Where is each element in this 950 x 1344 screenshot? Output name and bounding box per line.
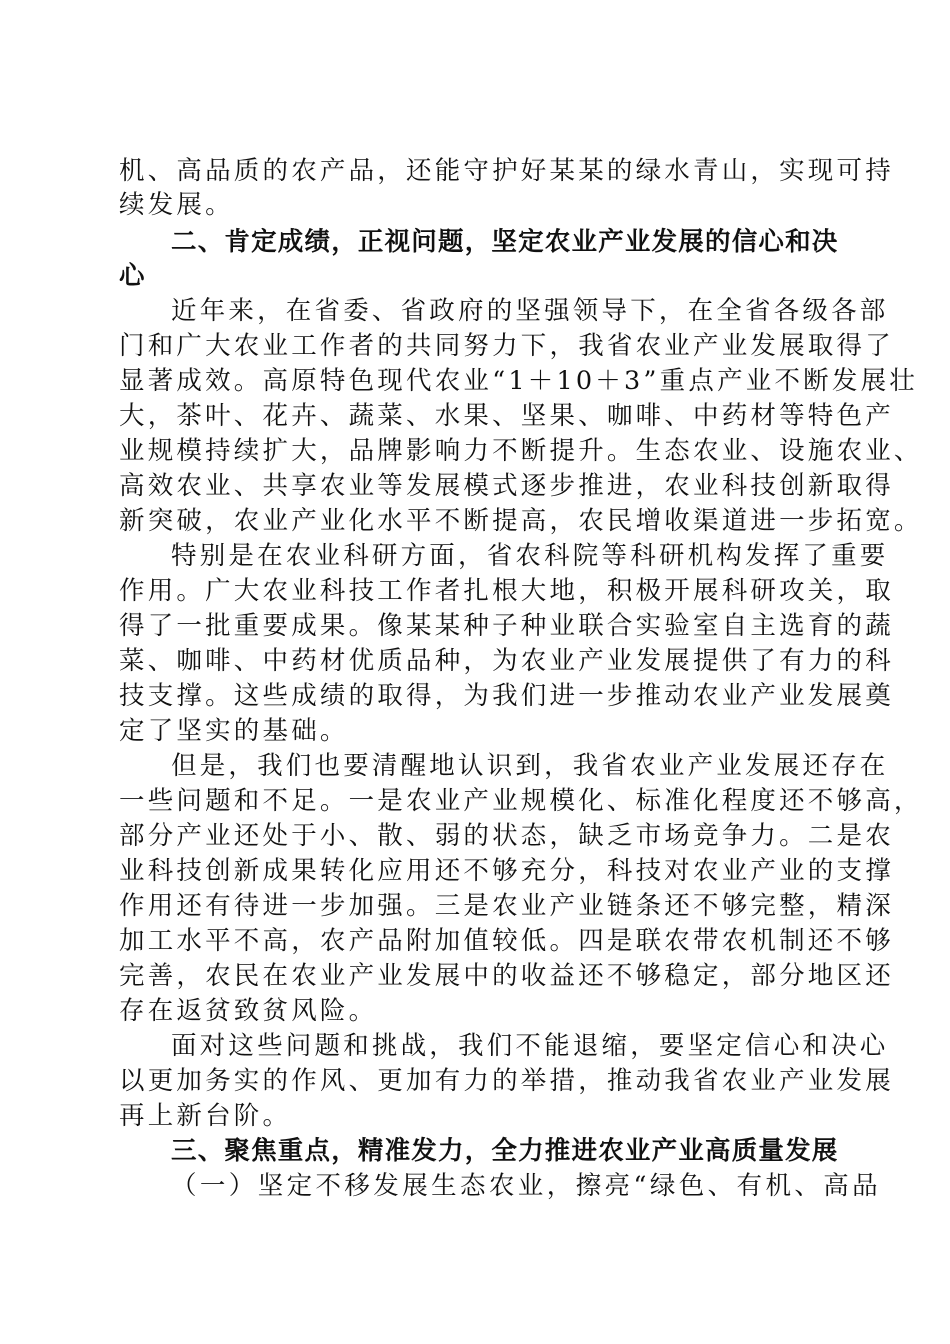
paragraph-line: 显著成效。高原特色现代农业“1＋10＋3”重点产业不断发展壮 (119, 366, 918, 396)
paragraph-line: 完善，农民在农业产业发展中的收益还不够稳定，部分地区还 (119, 961, 894, 991)
paragraph-line: 业科技创新成果转化应用还不够充分，科技对农业产业的支撑 (119, 856, 894, 886)
section-heading-3: 三、聚焦重点，精准发力，全力推进农业产业高质量发展 (171, 1136, 839, 1166)
paragraph-line: 作用还有待进一步加强。三是农业产业链条还不够完整，精深 (119, 891, 894, 921)
paragraph-line: 加工水平不高，农产品附加值较低。四是联农带农机制还不够 (119, 926, 894, 956)
paragraph-line: 再上新台阶。 (119, 1101, 292, 1131)
body-text-line: 机、高品质的农产品，还能守护好某某的绿水青山，实现可持 (119, 156, 894, 186)
subsection-heading-1: （一）坚定不移发展生态农业，擦亮“绿色、有机、高品 (171, 1171, 882, 1201)
paragraph-line: 高效农业、共享农业等发展模式逐步推进，农业科技创新取得 (119, 471, 894, 501)
paragraph-line: 门和广大农业工作者的共同努力下，我省农业产业发展取得了 (119, 331, 894, 361)
paragraph-line: 菜、咖啡、中药材优质品种，为农业产业发展提供了有力的科 (119, 646, 894, 676)
paragraph-line: 一些问题和不足。一是农业产业规模化、标准化程度还不够高， (119, 786, 923, 816)
paragraph-line: 作用。广大农业科技工作者扎根大地，积极开展科研攻关，取 (119, 576, 894, 606)
paragraph-line: 但是，我们也要清醒地认识到，我省农业产业发展还存在 (171, 751, 889, 781)
paragraph-line: 新突破，农业产业化水平不断提高，农民增收渠道进一步拓宽。 (119, 506, 923, 536)
section-heading-2-cont: 心 (119, 261, 146, 291)
paragraph-line: 特别是在农业科研方面，省农科院等科研机构发挥了重要 (171, 541, 889, 571)
paragraph-line: 以更加务实的作风、更加有力的举措，推动我省农业产业发展 (119, 1066, 894, 1096)
paragraph-line: 大，茶叶、花卉、蔬菜、水果、坚果、咖啡、中药材等特色产 (119, 401, 894, 431)
paragraph-line: 得了一批重要成果。像某某种子种业联合实验室自主选育的蔬 (119, 611, 894, 641)
paragraph-line: 业规模持续扩大，品牌影响力不断提升。生态农业、设施农业、 (119, 436, 923, 466)
paragraph-line: 技支撑。这些成绩的取得，为我们进一步推动农业产业发展奠 (119, 681, 894, 711)
section-heading-2: 二、肯定成绩，正视问题，坚定农业产业发展的信心和决 (171, 227, 839, 257)
paragraph-line: 近年来，在省委、省政府的坚强领导下，在全省各级各部 (171, 296, 889, 326)
paragraph-line: 部分产业还处于小、散、弱的状态，缺乏市场竞争力。二是农 (119, 821, 894, 851)
paragraph-line: 定了坚实的基础。 (119, 716, 349, 746)
paragraph-line: 存在返贫致贫风险。 (119, 996, 378, 1026)
paragraph-line: 面对这些问题和挑战，我们不能退缩，要坚定信心和决心 (171, 1031, 889, 1061)
body-text-line: 续发展。 (119, 190, 234, 220)
